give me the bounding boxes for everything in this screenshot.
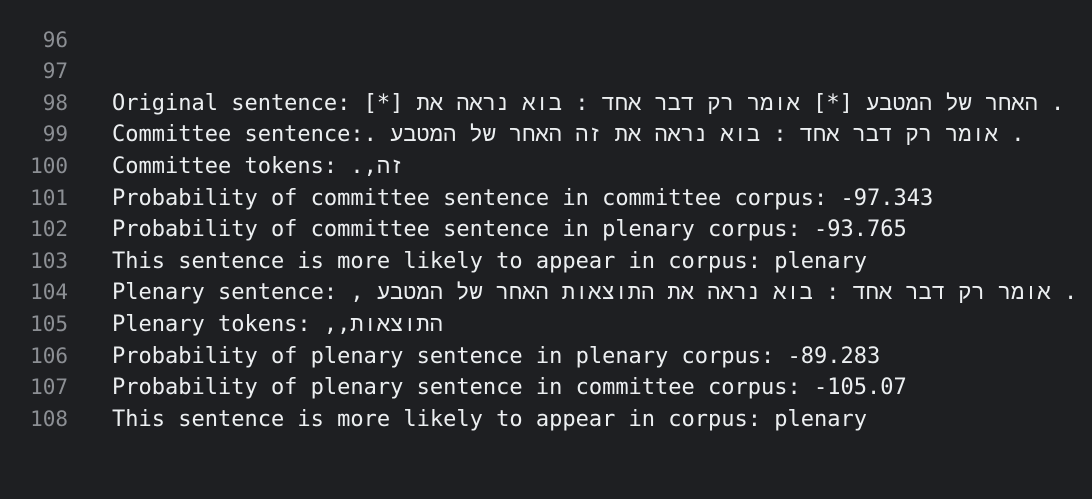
code-line — [0, 0, 1092, 52]
line-text[interactable]: Plenary sentence: , אומר רק דבר אחד : בוא נראה את התוצאות האחר של המטבע . — [112, 280, 1078, 306]
line-number: 97 — [42, 59, 68, 84]
line-number: 101 — [30, 185, 68, 210]
line-text[interactable]: Plenary tokens: ,,התוצאות — [112, 311, 443, 337]
line-number: 96 — [42, 27, 68, 52]
line-text[interactable]: Probability of committee sentence in plenary corpus: -93.765 — [112, 217, 907, 243]
line-number: 106 — [30, 343, 68, 368]
line-number: 98 — [42, 90, 68, 115]
line-number: 100 — [30, 153, 68, 178]
line-text[interactable]: Probability of plenary sentence in committee corpus: -105.07 — [112, 375, 907, 401]
line-number: 102 — [30, 217, 68, 242]
line-number: 107 — [30, 375, 68, 400]
line-text[interactable]: Committee tokens: .,זה — [112, 153, 404, 179]
line-text[interactable]: This sentence is more likely to appear in corpus: plenary — [112, 248, 867, 274]
line-number: 108 — [30, 406, 68, 431]
line-number: 99 — [42, 122, 68, 147]
line-text[interactable]: Probability of plenary sentence in plenary corpus: -89.283 — [112, 343, 881, 369]
line-number: 105 — [30, 311, 68, 336]
line-number: 104 — [30, 280, 68, 305]
line-text[interactable]: Committee sentence:. אומר רק דבר אחד : בוא נראה את זה האחר של המטבע . — [112, 122, 1025, 148]
line-text[interactable]: Original sentence: [*] האחר של המטבע [*] אומר רק דבר אחד : בוא נראה את . — [112, 90, 1065, 116]
line-text[interactable]: This sentence is more likely to appear in corpus: plenary — [112, 406, 867, 432]
line-text[interactable]: Probability of committee sentence in committee corpus: -97.343 — [112, 185, 934, 211]
line-number: 103 — [30, 248, 68, 273]
